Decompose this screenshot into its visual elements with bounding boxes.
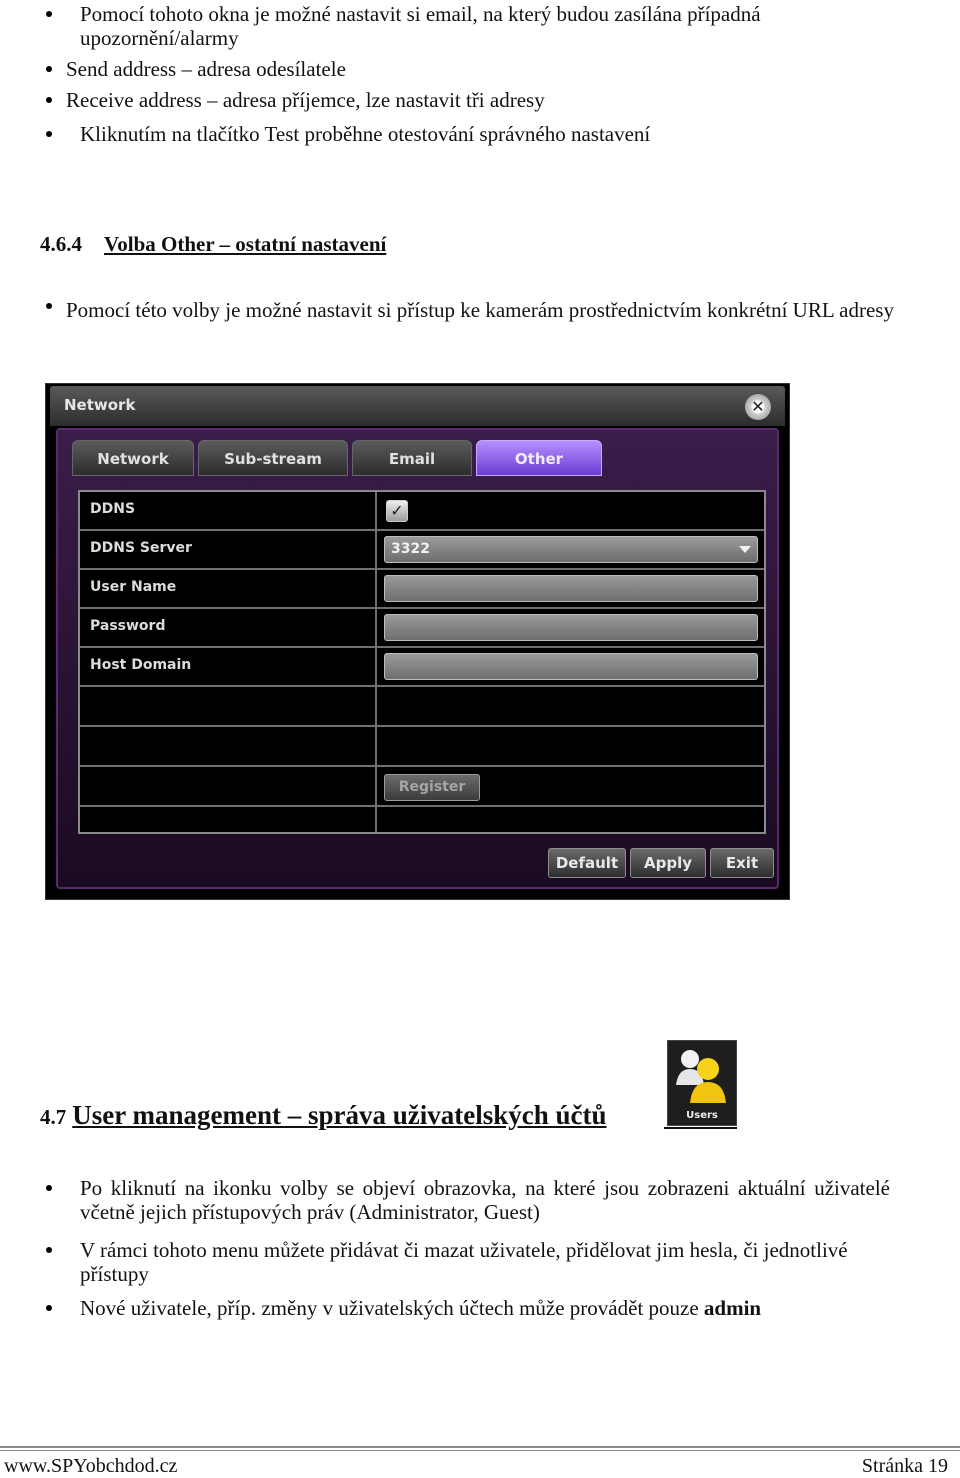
dvr-network-window xyxy=(45,383,790,900)
select-value: 3322 xyxy=(391,541,430,557)
list-item xyxy=(40,88,920,112)
list-item-text: V rámci tohoto menu můžete přidávat či mazat uživatele, přidělovat jim hesla, či jednotlivé přístupy xyxy=(80,1238,848,1286)
close-icon[interactable]: ✕ xyxy=(745,394,771,420)
footer-page-number: Stránka 19 xyxy=(861,1455,948,1477)
row-label: DDNS xyxy=(90,501,136,517)
row-empty xyxy=(80,727,764,767)
section-title: Volba Other – ostatní nastavení xyxy=(104,232,387,256)
list-item xyxy=(40,1176,890,1224)
tab-label: Email xyxy=(388,450,436,468)
intro-bullet-list xyxy=(40,2,920,146)
section-title: User management – správa uživatelských účtů xyxy=(72,1100,607,1130)
list-item xyxy=(40,294,940,327)
users-icon-graphic xyxy=(668,1043,736,1109)
section-number: 4.6.4 xyxy=(40,232,82,256)
row-host-domain xyxy=(80,648,764,687)
list-item-text: Kliknutím na tlačítko Test proběhne otestování správného nastavení xyxy=(80,122,651,146)
row-password xyxy=(80,609,764,648)
row-ddns-server xyxy=(80,531,764,570)
row-empty xyxy=(80,687,764,727)
users-icon xyxy=(667,1040,737,1126)
row-label: DDNS Server xyxy=(90,540,192,556)
list-item xyxy=(40,57,920,81)
default-button[interactable]: Default xyxy=(548,848,626,878)
tab-label: Other xyxy=(514,450,564,468)
row-ddns xyxy=(80,492,764,531)
list-item xyxy=(40,1296,890,1320)
settings-grid xyxy=(78,490,766,834)
row-register xyxy=(80,767,764,807)
tab-label: Network xyxy=(97,450,169,468)
window-body xyxy=(56,428,779,889)
tab-email[interactable] xyxy=(352,440,472,476)
users-icon-label: Users xyxy=(686,1110,718,1121)
chevron-down-icon xyxy=(739,546,751,553)
host-domain-input[interactable] xyxy=(384,653,758,680)
section-heading-47 xyxy=(40,1100,606,1131)
window-titlebar xyxy=(50,386,785,426)
section-number: 4.7 xyxy=(40,1105,67,1129)
user-name-input[interactable] xyxy=(384,575,758,602)
ddns-checkbox[interactable] xyxy=(386,500,408,522)
row-user-name xyxy=(80,570,764,609)
section-heading-464 xyxy=(40,232,386,257)
tab-other[interactable] xyxy=(476,440,602,476)
list-item-text: Send address – adresa odesílatele xyxy=(66,57,346,81)
ddns-server-select[interactable] xyxy=(384,536,758,563)
list-item-text: Po kliknutí na ikonku volby se objeví obrazovka, na které jsou zobrazeni aktuální uživatelé včetně jejich přístupových práv (Administrator, Guest) xyxy=(80,1176,890,1224)
list-item-text: Nové uživatele, příp. změny v uživatelských účtech může provádět pouze xyxy=(80,1296,704,1320)
row-label: Password xyxy=(90,618,166,634)
row-label: User Name xyxy=(90,579,177,595)
list-item-text: Receive address – adresa příjemce, lze nastavit tři adresy xyxy=(66,88,545,112)
footer-rule xyxy=(0,1450,960,1451)
bold-text: admin xyxy=(703,1296,762,1320)
section-47-bullet-list xyxy=(40,1176,890,1320)
footer-rule xyxy=(0,1446,960,1448)
tab-sub-stream[interactable] xyxy=(198,440,348,476)
footer-site: www.SPYobchdod.cz xyxy=(4,1455,178,1477)
window-title: Network xyxy=(64,396,136,414)
register-button[interactable]: Register xyxy=(384,774,480,801)
list-item-text: Pomocí této volby je možné nastavit si přístup ke kamerám prostřednictvím konkrétní URL adresy xyxy=(66,298,894,322)
heading-underline-extension xyxy=(664,1127,737,1129)
list-item xyxy=(40,1238,890,1286)
section-464-bullet-list xyxy=(40,294,940,327)
tab-label: Sub-stream xyxy=(224,450,322,468)
apply-button[interactable]: Apply xyxy=(630,848,706,878)
list-item xyxy=(40,2,920,50)
row-label: Host Domain xyxy=(90,657,192,673)
exit-button[interactable]: Exit xyxy=(710,848,774,878)
password-input[interactable] xyxy=(384,614,758,641)
tab-network[interactable] xyxy=(72,440,194,476)
check-icon: ✓ xyxy=(390,501,404,520)
list-item-text: Pomocí tohoto okna je možné nastavit si email, na který budou zasílána případná upozornění/alarmy xyxy=(80,2,761,50)
list-item xyxy=(40,122,920,146)
